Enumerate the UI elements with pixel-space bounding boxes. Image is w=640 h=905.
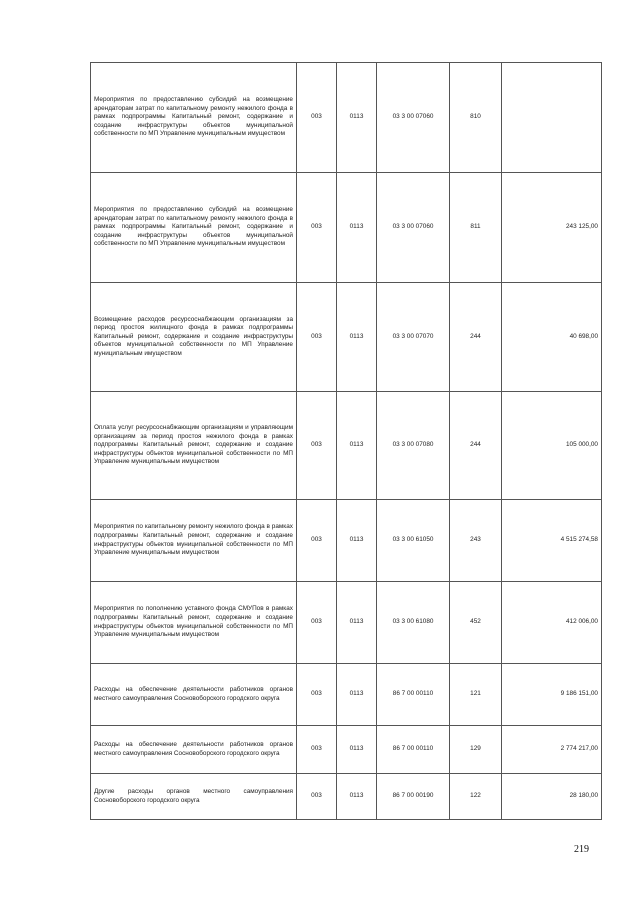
row-description: Мероприятия по предоставлению субсидий на возмещение арендаторам затрат по капитальному ремонту нежилого фонда в рамках подпрограммы Капитальный ремонт, содержание и создание инфраструктуры объектов муниципальной собственности по МП Управление муниципальным имуществом (91, 173, 297, 283)
row-description: Мероприятия по пополнению уставного фонда СМУПов в рамках подпрограммы Капитальный ремонт, содержание и создание инфраструктуры объектов муниципальной собственности по МП Управление муниципальным имуществом (91, 582, 297, 664)
cell-target-article: 03 3 00 07060 (377, 173, 450, 283)
budget-table (90, 62, 602, 820)
cell-target-article: 03 3 00 61080 (377, 582, 450, 664)
cell-section-code: 0113 (337, 582, 377, 664)
cell-ved-code: 003 (297, 500, 337, 582)
cell-section-code: 0113 (337, 664, 377, 726)
row-description: Расходы на обеспечение деятельности работников органов местного самоуправления Сосновоборского городского округа (91, 726, 297, 774)
cell-ved-code: 003 (297, 582, 337, 664)
cell-target-article: 03 3 00 07060 (377, 63, 450, 173)
cell-amount: 105 000,00 (502, 392, 602, 500)
cell-expense-type: 810 (450, 63, 502, 173)
cell-section-code: 0113 (337, 774, 377, 820)
table-row (91, 283, 602, 392)
cell-amount: 9 186 151,00 (502, 664, 602, 726)
budget-table-body (91, 63, 602, 820)
cell-amount: 243 125,00 (502, 173, 602, 283)
cell-ved-code: 003 (297, 774, 337, 820)
cell-amount: 40 698,00 (502, 283, 602, 392)
row-description: Оплата услуг ресурсоснабжающим организациям и управляющим организациям за период простоя нежилого фонда в рамках подпрограммы Капитальный ремонт, содержание и создание инфраструктуры объектов муниципальной собственности по МП Управление муниципальным имуществом (91, 392, 297, 500)
cell-amount: 2 774 217,00 (502, 726, 602, 774)
cell-ved-code: 003 (297, 392, 337, 500)
cell-section-code: 0113 (337, 500, 377, 582)
page-number: 219 (574, 844, 589, 855)
cell-expense-type: 244 (450, 392, 502, 500)
cell-ved-code: 003 (297, 726, 337, 774)
cell-expense-type: 244 (450, 283, 502, 392)
cell-section-code: 0113 (337, 283, 377, 392)
cell-amount: 28 180,00 (502, 774, 602, 820)
table-row (91, 774, 602, 820)
cell-ved-code: 003 (297, 173, 337, 283)
cell-ved-code: 003 (297, 664, 337, 726)
table-row (91, 664, 602, 726)
cell-section-code: 0113 (337, 173, 377, 283)
cell-ved-code: 003 (297, 63, 337, 173)
cell-target-article: 86 7 00 00110 (377, 664, 450, 726)
table-row (91, 582, 602, 664)
cell-section-code: 0113 (337, 392, 377, 500)
cell-expense-type: 243 (450, 500, 502, 582)
cell-amount: 4 515 274,58 (502, 500, 602, 582)
cell-target-article: 86 7 00 00190 (377, 774, 450, 820)
table-row (91, 726, 602, 774)
row-description: Мероприятия по предоставлению субсидий на возмещение арендаторам затрат по капитальному ремонту нежилого фонда в рамках подпрограммы Капитальный ремонт, содержание и создание инфраструктуры объектов муниципальной собственности по МП Управление муниципальным имуществом (91, 63, 297, 173)
cell-expense-type: 129 (450, 726, 502, 774)
table-row (91, 173, 602, 283)
cell-target-article: 03 3 00 61050 (377, 500, 450, 582)
cell-expense-type: 121 (450, 664, 502, 726)
cell-amount (502, 63, 602, 173)
cell-target-article: 03 3 00 07070 (377, 283, 450, 392)
table-row (91, 63, 602, 173)
cell-expense-type: 122 (450, 774, 502, 820)
cell-amount: 412 006,00 (502, 582, 602, 664)
table-row (91, 392, 602, 500)
cell-expense-type: 811 (450, 173, 502, 283)
cell-section-code: 0113 (337, 63, 377, 173)
cell-ved-code: 003 (297, 283, 337, 392)
row-description: Другие расходы органов местного самоуправления Сосновоборского городского округа (91, 774, 297, 820)
row-description: Мероприятия по капитальному ремонту нежилого фонда в рамках подпрограммы Капитальный ремонт, содержание и создание инфраструктуры объектов муниципальной собственности по МП Управление муниципальным имуществом (91, 500, 297, 582)
row-description: Расходы на обеспечение деятельности работников органов местного самоуправления Сосновоборского городского округа (91, 664, 297, 726)
table-row (91, 500, 602, 582)
cell-section-code: 0113 (337, 726, 377, 774)
cell-target-article: 86 7 00 00110 (377, 726, 450, 774)
cell-target-article: 03 3 00 07080 (377, 392, 450, 500)
cell-expense-type: 452 (450, 582, 502, 664)
row-description: Возмещение расходов ресурсоснабжающим организациям за период простоя жилищного фонда в рамках подпрограммы Капитальный ремонт, содержание и создание инфраструктуры объектов муниципальной собственности по МП Управление муниципальным имуществом (91, 283, 297, 392)
